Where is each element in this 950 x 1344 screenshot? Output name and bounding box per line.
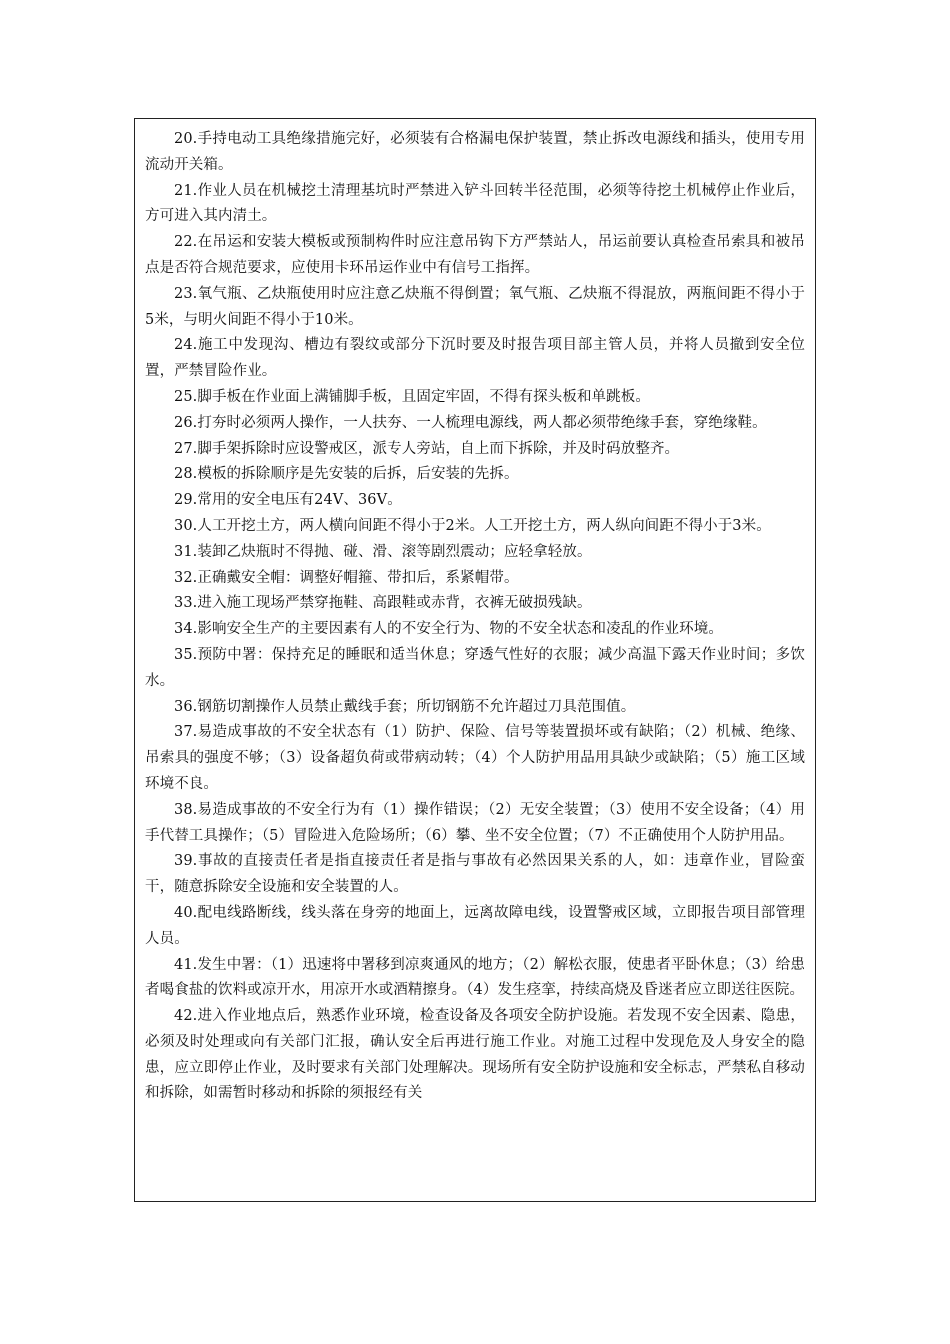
rule-item-26: 26.打夯时必须两人操作，一人扶夯、一人梳理电源线，两人都必须带绝缘手套，穿绝缘鞋。 xyxy=(174,414,767,431)
rule-item-40: 40.配电线路断线，线头落在身旁的地面上，远离故障电线，设置警戒区域，立即报告项目部管理人员。 xyxy=(145,904,805,947)
rule-item-20: 20.手持电动工具绝缘措施完好，必须装有合格漏电保护装置，禁止拆改电源线和插头，使用专用流动开关箱。 xyxy=(145,131,805,173)
rule-item-29: 29.常用的安全电压有24V、36V。 xyxy=(174,492,402,509)
safety-rules-list xyxy=(145,127,805,1107)
rule-item-39: 39.事故的直接责任者是指直接责任者是指与事故有必然因果关系的人，如：违章作业，冒险蛮干，随意拆除安全设施和安全装置的人。 xyxy=(145,853,805,896)
rule-item-37: 37.易造成事故的不安全状态有（1）防护、保险、信号等装置损坏或有缺陷；（2）机械、绝缘、吊索具的强度不够；（3）设备超负荷或带病动转；（4）个人防护用品用具缺少或缺陷；（5）施工区域环境不良。 xyxy=(145,724,805,792)
rule-item-32: 32.正确戴安全帽：调整好帽箍、带扣后，系紧帽带。 xyxy=(174,569,519,586)
rule-item-22: 22.在吊运和安装大模板或预制构件时应注意吊钩下方严禁站人，吊运前要认真检查吊索具和被吊点是否符合规范要求，应使用卡环吊运作业中有信号工指挥。 xyxy=(145,234,805,276)
rule-item-34: 34.影响安全生产的主要因素有人的不安全行为、物的不安全状态和凌乱的作业环境。 xyxy=(174,621,723,638)
rule-item-24: 24.施工中发现沟、槽边有裂纹或部分下沉时要及时报告项目部主管人员，并将人员撤到安全位置，严禁冒险作业。 xyxy=(145,337,805,380)
document-table-cell xyxy=(134,118,816,1202)
rule-item-38: 38.易造成事故的不安全行为有（1）操作错误；（2）无安全装置；（3）使用不安全设备；（4）用手代替工具操作；（5）冒险进入危险场所；（6）攀、坐不安全位置；（7）不正确使用个人防护用品。 xyxy=(145,801,805,844)
rule-item-36: 36.钢筋切割操作人员禁止戴线手套；所切钢筋不允许超过刀具范围值。 xyxy=(174,698,636,715)
rule-item-31: 31.装卸乙炔瓶时不得抛、碰、滑、滚等剧烈震动；应轻拿轻放。 xyxy=(174,543,592,560)
rule-item-33: 33.进入施工现场严禁穿拖鞋、高跟鞋或赤背，衣裤无破损残缺。 xyxy=(174,595,592,612)
rule-item-30: 30.人工开挖土方，两人横向间距不得小于2米。人工开挖土方，两人纵向间距不得小于3米。 xyxy=(174,517,771,534)
rule-item-42: 42.进入作业地点后，熟悉作业环境，检查设备及各项安全防护设施。若发现不安全因素、隐患，必须及时处理或向有关部门汇报，确认安全后再进行施工作业。对施工过程中发现危及人身安全的隐患，应立即停止作业，及时要求有关部门处理解决。现场所有安全防护设施和安全标志，严禁私自移动和拆除，如需暂时移动和拆除的须报经有关 xyxy=(145,1008,805,1102)
rule-item-25: 25.脚手板在作业面上满铺脚手板，且固定牢固，不得有探头板和单跳板。 xyxy=(174,388,650,405)
rule-item-21: 21.作业人员在机械挖土清理基坑时严禁进入铲斗回转半径范围，必须等待挖土机械停止作业后，方可进入其内清土。 xyxy=(145,182,805,225)
rule-item-41: 41.发生中署：（1）迅速将中署移到凉爽通风的地方；（2）解松衣服，使患者平卧休息；（3）给患者喝食盐的饮料或凉开水，用凉开水或酒精擦身。（4）发生痉挛，持续高烧及昏迷者应立即送往医院。 xyxy=(145,956,805,999)
rule-item-35: 35.预防中署：保持充足的睡眠和适当休息；穿透气性好的衣服；减少高温下露天作业时间；多饮水。 xyxy=(145,646,805,689)
rule-item-27: 27.脚手架拆除时应设警戒区，派专人旁站，自上而下拆除，并及时码放整齐。 xyxy=(174,440,680,457)
rule-item-23: 23.氧气瓶、乙炔瓶使用时应注意乙炔瓶不得倒置；氧气瓶、乙炔瓶不得混放，两瓶间距不得小于5米，与明火间距不得小于10米。 xyxy=(145,285,805,328)
rule-item-28: 28.模板的拆除顺序是先安装的后拆，后安装的先拆。 xyxy=(174,466,519,483)
